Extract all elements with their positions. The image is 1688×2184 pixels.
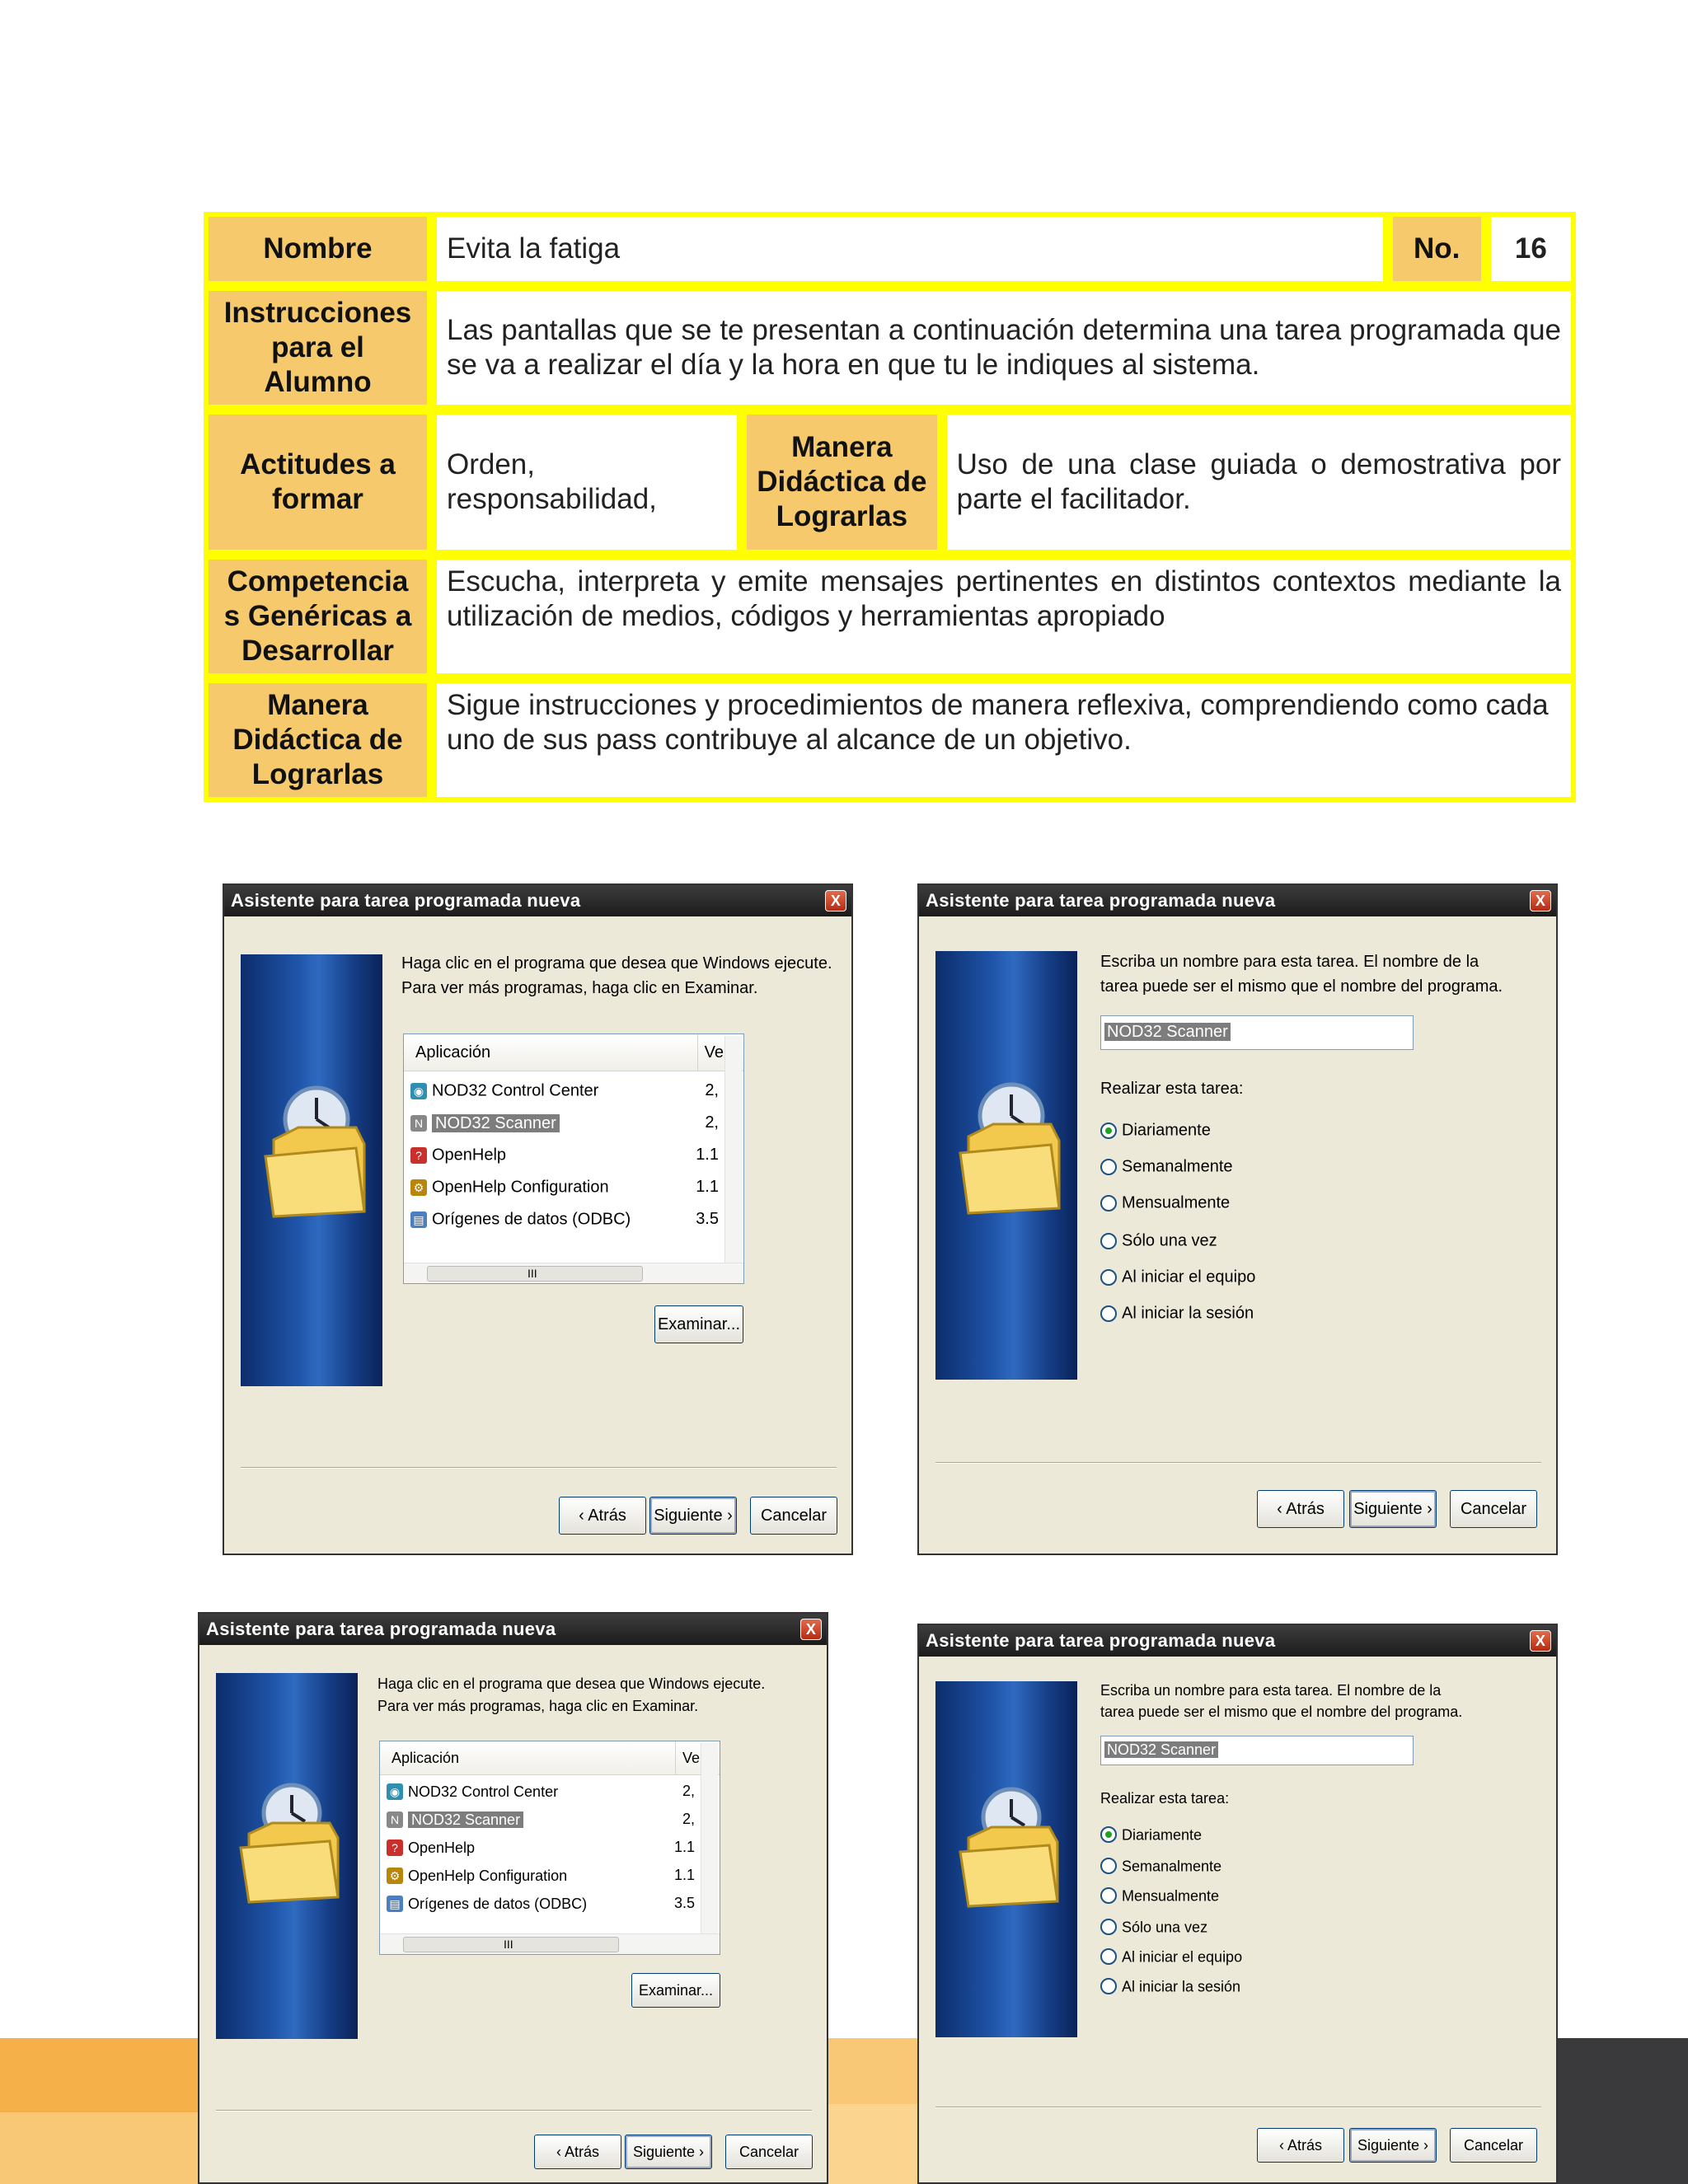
close-icon[interactable]: X — [800, 1619, 822, 1640]
wizard-dialog-name-2 — [917, 1624, 1558, 2184]
radio-weekly[interactable]: Semanalmente — [1100, 1854, 1221, 1877]
next-button[interactable]: Siguiente › — [649, 1497, 737, 1535]
separator — [935, 1462, 1541, 1464]
radio-logon[interactable]: Al iniciar la sesión — [1100, 1975, 1240, 1997]
list-item-selected[interactable]: N NOD32 Scanner 2, — [410, 1108, 719, 1137]
footer-stripe-dark — [1556, 2038, 1688, 2184]
scheduled-task-folder-icon — [216, 1673, 358, 2039]
column-header-application[interactable]: Aplicación — [415, 1043, 491, 1062]
back-button[interactable]: ‹ Atrás — [1257, 1490, 1344, 1528]
scheduled-task-folder-icon — [935, 1681, 1077, 2037]
nombre-value: Evita la fatiga — [432, 212, 1388, 286]
wizard-side-graphic — [241, 954, 382, 1386]
radio-icon — [1100, 1858, 1117, 1874]
column-header-version[interactable]: Ve — [697, 1034, 724, 1071]
app-icon: ? — [387, 1840, 403, 1856]
program-list[interactable] — [379, 1741, 720, 1955]
close-icon[interactable]: X — [825, 890, 846, 912]
radio-once[interactable]: Sólo una vez — [1100, 1230, 1217, 1252]
dialog-title: Asistente para tarea programada nueva — [926, 1630, 1276, 1651]
back-button[interactable]: ‹ Atrás — [559, 1497, 646, 1535]
scroll-grip: III — [528, 1267, 537, 1280]
wizard-dialog-name-1 — [917, 883, 1558, 1555]
dialog-title: Asistente para tarea programada nueva — [206, 1619, 556, 1639]
radio-icon — [1100, 1948, 1117, 1965]
vertical-scrollbar[interactable] — [701, 1743, 718, 1934]
list-item[interactable]: ? OpenHelp 1.1 — [410, 1140, 719, 1169]
task-name-input[interactable] — [1100, 1015, 1414, 1050]
list-header — [380, 1741, 720, 1775]
column-header-version[interactable]: Ve — [675, 1741, 700, 1774]
radio-daily[interactable]: Diariamente — [1100, 1119, 1211, 1141]
manera-value-1: Uso de una clase guiada o demostrativa por parte el facilitador. — [942, 410, 1576, 555]
no-value: 16 — [1486, 212, 1576, 286]
cancel-button[interactable]: Cancelar — [750, 1497, 837, 1535]
radio-once[interactable]: Sólo una vez — [1100, 1915, 1207, 1938]
task-name-value: NOD32 Scanner — [1104, 1023, 1231, 1041]
competencias-label: Competencia s Genéricas a Desarrollar — [204, 555, 432, 678]
radio-icon — [1100, 1269, 1117, 1286]
radio-icon — [1100, 1305, 1117, 1322]
app-icon: ◉ — [410, 1083, 427, 1099]
scheduled-task-folder-icon — [935, 951, 1077, 1380]
app-icon: ? — [410, 1147, 427, 1164]
program-list[interactable] — [403, 1033, 744, 1284]
footer-stripe-light — [0, 2112, 210, 2184]
vertical-scrollbar[interactable] — [724, 1036, 742, 1263]
separator — [241, 1467, 837, 1469]
radio-selected-icon — [1100, 1826, 1117, 1843]
separator — [216, 2110, 812, 2111]
next-button[interactable]: Siguiente › — [625, 2135, 712, 2169]
separator — [935, 2107, 1541, 2108]
app-icon: ⚙ — [410, 1179, 427, 1196]
title-bar — [199, 1614, 827, 1645]
radio-icon — [1100, 1233, 1117, 1249]
radio-icon — [1100, 1195, 1117, 1212]
app-icon: ▤ — [387, 1896, 403, 1912]
horizontal-scrollbar[interactable] — [380, 1933, 720, 1954]
radio-selected-icon — [1100, 1122, 1117, 1139]
instructions — [401, 951, 832, 1001]
list-item[interactable]: ⚙ OpenHelp Configuration 1.1 — [410, 1172, 719, 1202]
app-icon: ▤ — [410, 1212, 427, 1228]
manera-label-1: Manera Didáctica de Lograrlas — [742, 410, 942, 555]
instrucciones-value: Las pantallas que se te presentan a continuación determina una tarea programada que se va a realizar el día y la hora en que tu le indiques al sistema. — [432, 286, 1576, 410]
footer-stripe-light-2 — [824, 2104, 919, 2184]
next-button[interactable]: Siguiente › — [1349, 1490, 1437, 1528]
wizard-side-graphic — [935, 1681, 1077, 2037]
instruction-line-1: Escriba un nombre para esta tarea. El nombre de la — [1100, 1682, 1442, 1699]
list-item-selected[interactable]: N NOD32 Scanner 2, — [387, 1806, 695, 1833]
list-item[interactable]: ▤ Orígenes de datos (ODBC) 3.5 — [410, 1204, 719, 1234]
list-item[interactable]: ? OpenHelp 1.1 — [387, 1834, 695, 1861]
radio-icon — [1100, 1159, 1117, 1175]
instructions — [1100, 1680, 1462, 1722]
no-label: No. — [1388, 212, 1486, 286]
activity-table — [204, 212, 1576, 802]
title-bar — [919, 1625, 1556, 1657]
browse-button[interactable]: Examinar... — [654, 1305, 743, 1343]
radio-weekly[interactable]: Semanalmente — [1100, 1155, 1233, 1178]
radio-monthly[interactable]: Mensualmente — [1100, 1192, 1230, 1214]
back-button[interactable]: ‹ Atrás — [1257, 2128, 1344, 2163]
instructions — [1100, 949, 1503, 999]
perform-label: Realizar esta tarea: — [1100, 1790, 1230, 1807]
scheduled-task-folder-icon — [241, 954, 382, 1386]
dialog-title: Asistente para tarea programada nueva — [926, 890, 1276, 911]
instruction-line-1: Escriba un nombre para esta tarea. El nombre de la — [1100, 953, 1479, 971]
radio-icon — [1100, 1887, 1117, 1904]
radio-icon — [1100, 1919, 1117, 1935]
list-item[interactable]: ◉ NOD32 Control Center 2, — [387, 1778, 695, 1805]
competencias-value: Escucha, interpreta y emite mensajes pertinentes en distintos contextos mediante la utilización de medios, códigos y herramientas apropiado — [432, 555, 1576, 678]
back-button[interactable]: ‹ Atrás — [534, 2135, 621, 2169]
radio-logon[interactable]: Al iniciar la sesión — [1100, 1302, 1254, 1324]
instruction-line-2: Para ver más programas, haga clic en Examinar. — [401, 979, 758, 997]
task-name-input[interactable] — [1100, 1736, 1414, 1765]
instruction-line-1: Haga clic en el programa que desea que Windows ejecute. — [377, 1675, 766, 1692]
instruction-line-2: Para ver más programas, haga clic en Examinar. — [377, 1698, 699, 1714]
list-item[interactable]: ▤ Orígenes de datos (ODBC) 3.5 — [387, 1890, 695, 1917]
wizard-side-graphic — [216, 1673, 358, 2039]
wizard-dialog-program-2 — [198, 1612, 828, 2184]
list-item[interactable]: ◉ NOD32 Control Center 2, — [410, 1076, 719, 1105]
close-icon[interactable]: X — [1530, 890, 1551, 912]
radio-monthly[interactable]: Mensualmente — [1100, 1884, 1219, 1906]
next-button[interactable]: Siguiente › — [1349, 2128, 1437, 2163]
browse-button[interactable]: Examinar... — [631, 1973, 720, 2008]
instruction-line-1: Haga clic en el programa que desea que Windows ejecute. — [401, 954, 832, 972]
cancel-button[interactable]: Cancelar — [725, 2135, 813, 2169]
app-icon: ◉ — [387, 1783, 403, 1800]
manera-value-2: Sigue instrucciones y procedimientos de manera reflexiva, comprendiendo como cada uno de sus pass contribuye al alcance de un objetivo. — [432, 678, 1576, 802]
wizard-dialog-program-1 — [223, 883, 853, 1555]
title-bar — [224, 885, 851, 916]
app-icon: N — [387, 1811, 403, 1828]
actitudes-value: Orden, responsabilidad, — [432, 410, 742, 555]
radio-daily[interactable]: Diariamente — [1100, 1823, 1202, 1845]
cancel-button[interactable]: Cancelar — [1450, 1490, 1537, 1528]
list-item[interactable]: ⚙ OpenHelp Configuration 1.1 — [387, 1862, 695, 1889]
radio-startup[interactable]: Al iniciar el equipo — [1100, 1945, 1242, 1967]
task-name-value: NOD32 Scanner — [1104, 1741, 1218, 1758]
app-icon: N — [410, 1115, 427, 1132]
app-icon: ⚙ — [387, 1868, 403, 1884]
close-icon[interactable]: X — [1530, 1630, 1551, 1652]
cancel-button[interactable]: Cancelar — [1450, 2128, 1537, 2163]
perform-label: Realizar esta tarea: — [1100, 1080, 1244, 1098]
scroll-grip: III — [504, 1938, 513, 1951]
column-header-application[interactable]: Aplicación — [392, 1750, 460, 1766]
manera-label-2: Manera Didáctica de Lograrlas — [204, 678, 432, 802]
horizontal-scrollbar[interactable] — [404, 1263, 743, 1283]
nombre-label: Nombre — [204, 212, 432, 286]
list-header — [404, 1034, 743, 1071]
radio-startup[interactable]: Al iniciar el equipo — [1100, 1266, 1255, 1288]
instrucciones-label: Instrucciones para el Alumno — [204, 286, 432, 410]
instruction-line-2: tarea puede ser el mismo que el nombre del programa. — [1100, 977, 1503, 996]
radio-icon — [1100, 1978, 1117, 1994]
actitudes-label: Actitudes a formar — [204, 410, 432, 555]
title-bar — [919, 885, 1556, 916]
wizard-side-graphic — [935, 951, 1077, 1380]
instructions — [377, 1673, 765, 1718]
dialog-title: Asistente para tarea programada nueva — [231, 890, 581, 911]
instruction-line-2: tarea puede ser el mismo que el nombre del programa. — [1100, 1704, 1463, 1720]
